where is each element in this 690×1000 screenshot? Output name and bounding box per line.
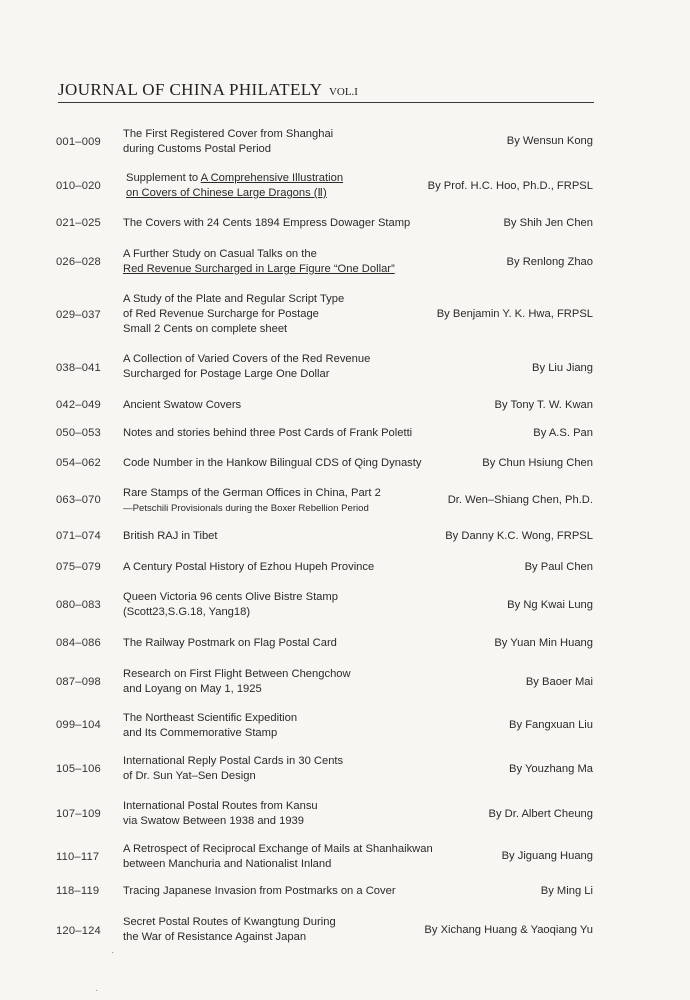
article-title: A Retrospect of Reciprocal Exchange of Mails at Shanhaikwan between Manchuria and Nationalist Inland <box>123 843 433 870</box>
article-author: By Xichang Huang & Yaoqiang Yu <box>424 924 593 936</box>
page-range: 038–041 <box>56 362 101 374</box>
article-title: A Collection of Varied Covers of the Red Revenue Surcharged for Postage Large One Dollar <box>123 353 371 380</box>
article-author: By Prof. H.C. Hoo, Ph.D., FRPSL <box>427 180 593 192</box>
volume-label: VOL.I <box>328 86 358 98</box>
journal-title: JOURNAL OF CHINA PHILATELY <box>58 80 323 99</box>
article-author: By Youzhang Ma <box>509 763 593 775</box>
article-title: The Railway Postmark on Flag Postal Card <box>123 637 337 649</box>
article-author: By Wensun Kong <box>506 135 593 147</box>
article-author: By A.S. Pan <box>533 427 593 439</box>
article-author: By Fangxuan Liu <box>509 719 593 731</box>
article-title: The Northeast Scientific Expedition and Its Commemorative Stamp <box>123 712 298 739</box>
article-author: By Tony T. W. Kwan <box>494 399 593 411</box>
article-title: Tracing Japanese Invasion from Postmarks on a Cover <box>123 885 396 897</box>
article-author: By Renlong Zhao <box>506 256 593 268</box>
article-title: The First Registered Cover from Shanghai during Customs Postal Period <box>123 128 334 155</box>
page-range: 075–079 <box>56 561 101 573</box>
article-title: The Covers with 24 Cents 1894 Empress Dowager Stamp <box>123 217 411 229</box>
page-range: 010–020 <box>56 180 101 192</box>
paper-speck: · <box>95 985 99 996</box>
article-author: Dr. Wen–Shiang Chen, Ph.D. <box>447 494 593 506</box>
page-range: 026–028 <box>56 256 101 268</box>
article-title: A Century Postal History of Ezhou Hupeh Province <box>123 561 375 573</box>
article-title: British RAJ in Tibet <box>123 530 218 542</box>
article-title: Supplement to A Comprehensive Illustration on Covers of Chinese Large Dragons (Ⅱ) <box>126 172 344 199</box>
page-range: 042–049 <box>56 399 101 411</box>
page-range: 099–104 <box>56 719 101 731</box>
article-title: A Study of the Plate and Regular Script Type of Red Revenue Surcharge for Postage Small 2 Cents on complete sheet <box>123 293 345 335</box>
page-range: 105–106 <box>56 763 101 775</box>
article-title: A Further Study on Casual Talks on the Red Revenue Surcharged in Large Figure “One Dollar” <box>123 248 395 275</box>
article-author: By Danny K.C. Wong, FRPSL <box>445 530 593 542</box>
article-title: International Postal Routes from Kansu via Swatow Between 1938 and 1939 <box>123 800 318 827</box>
article-author: By Dr. Albert Cheung <box>488 808 593 820</box>
article-title: Code Number in the Hankow Bilingual CDS of Qing Dynasty <box>123 457 422 469</box>
page-range: 110–117 <box>56 851 100 863</box>
page-range: 063–070 <box>56 494 101 506</box>
article-title: Ancient Swatow Covers <box>123 399 242 411</box>
page-range: 084–086 <box>56 637 101 649</box>
page-range: 107–109 <box>56 808 101 820</box>
article-author: By Yuan Min Huang <box>494 637 593 649</box>
page-range: 071–074 <box>56 530 101 542</box>
article-title: Secret Postal Routes of Kwangtung During the War of Resistance Against Japan <box>123 916 336 943</box>
article-author: By Baoer Mai <box>525 676 593 688</box>
article-author: By Paul Chen <box>524 561 593 573</box>
page-range: 080–083 <box>56 599 101 611</box>
page-range: 118–119 <box>56 885 100 897</box>
page-range: 029–037 <box>56 309 101 321</box>
paper-speck: · <box>111 947 115 958</box>
article-author: By Chun Hsiung Chen <box>482 457 593 469</box>
article-author: By Shih Jen Chen <box>503 217 593 229</box>
article-title: Research on First Flight Between Chengchow and Loyang on May 1, 1925 <box>123 668 351 695</box>
page-range: 021–025 <box>56 217 101 229</box>
page-range: 054–062 <box>56 457 101 469</box>
journal-header <box>58 80 594 103</box>
article-author: By Liu Jiang <box>532 362 593 374</box>
article-title: International Reply Postal Cards in 30 Cents of Dr. Sun Yat–Sen Design <box>123 755 344 782</box>
article-author: By Benjamin Y. K. Hwa, FRPSL <box>436 308 593 320</box>
page-range: 050–053 <box>56 427 101 439</box>
article-title: Rare Stamps of the German Offices in China, Part 2 —Petschili Provisionals during the Boxer Rebellion Period <box>123 487 381 514</box>
article-author: By Ming Li <box>540 885 593 897</box>
article-author: By Ng Kwai Lung <box>507 599 593 611</box>
article-title: Notes and stories behind three Post Cards of Frank Poletti <box>123 427 413 439</box>
article-author: By Jiguang Huang <box>501 850 593 862</box>
page-range: 001–009 <box>56 136 101 148</box>
page-range: 120–124 <box>56 925 101 937</box>
page-range: 087–098 <box>56 676 101 688</box>
article-title: Queen Victoria 96 cents Olive Bistre Stamp (Scott23,S.G.18, Yang18) <box>123 591 338 618</box>
